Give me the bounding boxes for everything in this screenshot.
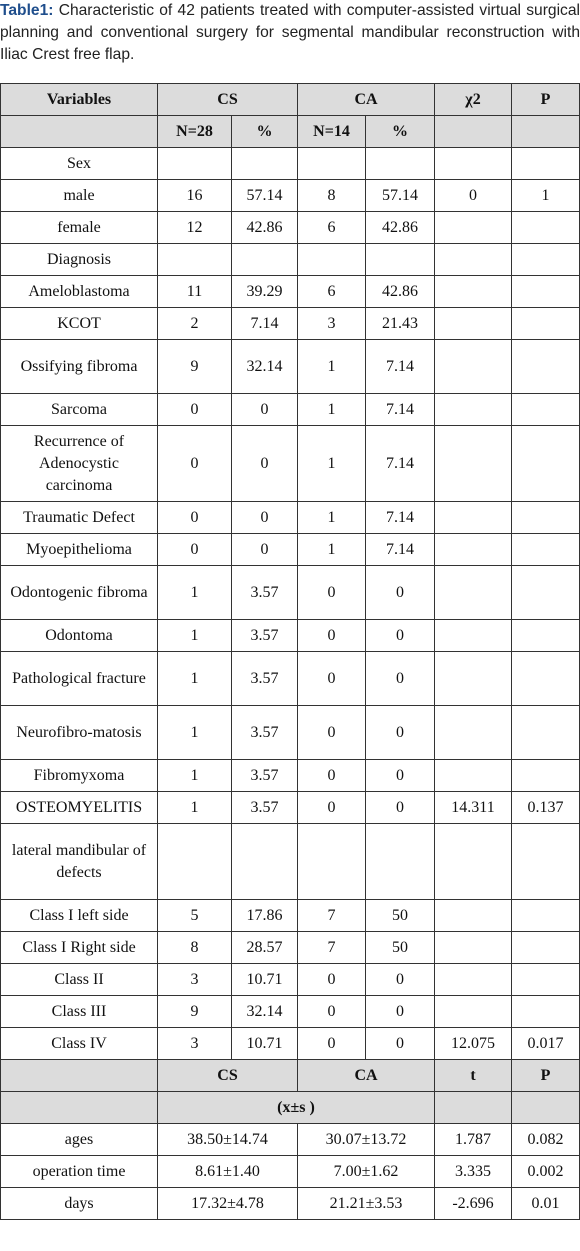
summary-cell-cs: 38.50±14.74	[158, 1124, 298, 1156]
cell-chi2: 12.075	[435, 1028, 512, 1060]
cell-ca-pct	[366, 244, 435, 276]
cell-label: Ossifying fibroma	[1, 340, 158, 394]
cell-chi2	[435, 534, 512, 566]
cell-chi2	[435, 932, 512, 964]
cell-ca-pct: 0	[366, 964, 435, 996]
cell-cs-n: 1	[158, 652, 232, 706]
cell-chi2: 0	[435, 180, 512, 212]
cell-ca-pct: 0	[366, 566, 435, 620]
cell-label: Class I Right side	[1, 932, 158, 964]
cell-chi2	[435, 340, 512, 394]
summary-cell-cs: 17.32±4.78	[158, 1188, 298, 1220]
cell-p	[512, 964, 580, 996]
cell-label: Neurofibro-matosis	[1, 706, 158, 760]
cell-p	[512, 534, 580, 566]
cell-ca-n: 0	[298, 566, 366, 620]
summary-cell-p: 0.002	[512, 1156, 580, 1188]
cell-ca-pct: 0	[366, 1028, 435, 1060]
cell-chi2	[435, 308, 512, 340]
cell-chi2: 14.311	[435, 792, 512, 824]
summary-header-empty	[1, 1060, 158, 1092]
cell-p	[512, 996, 580, 1028]
header-cs: CS	[158, 84, 298, 116]
cell-cs-n: 5	[158, 900, 232, 932]
table-row	[1, 340, 580, 394]
table-row	[1, 426, 580, 502]
cell-chi2	[435, 566, 512, 620]
cell-ca-n: 0	[298, 706, 366, 760]
cell-cs-pct: 0	[232, 394, 298, 426]
cell-cs-pct	[232, 148, 298, 180]
cell-chi2	[435, 652, 512, 706]
cell-cs-n: 3	[158, 1028, 232, 1060]
cell-ca-pct: 0	[366, 792, 435, 824]
subheader-pct-cs: %	[232, 116, 298, 148]
cell-cs-pct: 42.86	[232, 212, 298, 244]
summary-cell-label: days	[1, 1188, 158, 1220]
cell-cs-pct: 3.57	[232, 620, 298, 652]
cell-p	[512, 212, 580, 244]
caption-lead: Table1:	[0, 2, 54, 19]
cell-ca-n: 6	[298, 276, 366, 308]
cell-ca-n: 1	[298, 426, 366, 502]
summary-header-ca: CA	[298, 1060, 435, 1092]
table-row	[1, 148, 580, 180]
cell-label: Myoepithelioma	[1, 534, 158, 566]
cell-p: 0.017	[512, 1028, 580, 1060]
cell-p	[512, 566, 580, 620]
caption-text: Characteristic of 42 patients treated with computer-assisted virtual surgical planning and conventional surgery for segmental mandibular reconstruction with Iliac Crest free flap.	[0, 2, 580, 63]
cell-cs-pct: 28.57	[232, 932, 298, 964]
table-row	[1, 308, 580, 340]
table-caption	[0, 0, 580, 82]
subheader-n-ca: N=14	[298, 116, 366, 148]
cell-cs-pct: 3.57	[232, 566, 298, 620]
cell-chi2	[435, 996, 512, 1028]
cell-ca-n: 3	[298, 308, 366, 340]
cell-cs-pct: 10.71	[232, 964, 298, 996]
cell-ca-pct: 0	[366, 620, 435, 652]
cell-cs-pct: 0	[232, 426, 298, 502]
cell-p	[512, 244, 580, 276]
characteristics-table	[0, 83, 580, 1220]
summary-header-cs: CS	[158, 1060, 298, 1092]
cell-p	[512, 824, 580, 900]
cell-ca-pct: 21.43	[366, 308, 435, 340]
summary-row	[1, 1188, 580, 1220]
cell-ca-pct: 0	[366, 652, 435, 706]
cell-cs-n: 1	[158, 760, 232, 792]
cell-label: Sarcoma	[1, 394, 158, 426]
cell-cs-n: 1	[158, 792, 232, 824]
summary-cell-label: ages	[1, 1124, 158, 1156]
cell-ca-pct: 7.14	[366, 340, 435, 394]
summary-row	[1, 1156, 580, 1188]
cell-ca-n: 1	[298, 502, 366, 534]
summary-cell-p: 0.01	[512, 1188, 580, 1220]
cell-ca-n: 0	[298, 964, 366, 996]
cell-chi2	[435, 212, 512, 244]
summary-cell-t: -2.696	[435, 1188, 512, 1220]
summary-cell-p: 0.082	[512, 1124, 580, 1156]
cell-label: Sex	[1, 148, 158, 180]
cell-ca-pct: 57.14	[366, 180, 435, 212]
cell-cs-n: 2	[158, 308, 232, 340]
cell-cs-n: 9	[158, 996, 232, 1028]
summary-subheader-t-empty	[435, 1092, 512, 1124]
table-row	[1, 276, 580, 308]
cell-ca-n: 0	[298, 620, 366, 652]
summary-cell-ca: 21.21±3.53	[298, 1188, 435, 1220]
cell-chi2	[435, 760, 512, 792]
cell-ca-pct: 42.86	[366, 276, 435, 308]
cell-label: female	[1, 212, 158, 244]
header-chi2: χ2	[435, 84, 512, 116]
cell-cs-pct: 17.86	[232, 900, 298, 932]
cell-label: lateral mandibular of defects	[1, 824, 158, 900]
summary-subheader-p-empty	[512, 1092, 580, 1124]
header-ca: CA	[298, 84, 435, 116]
header-variables: Variables	[1, 84, 158, 116]
cell-cs-pct: 3.57	[232, 792, 298, 824]
summary-header-p: P	[512, 1060, 580, 1092]
cell-cs-pct	[232, 244, 298, 276]
cell-cs-pct: 0	[232, 534, 298, 566]
cell-ca-n	[298, 824, 366, 900]
cell-ca-n	[298, 244, 366, 276]
cell-cs-pct: 3.57	[232, 652, 298, 706]
cell-label: Diagnosis	[1, 244, 158, 276]
cell-chi2	[435, 502, 512, 534]
cell-ca-pct: 7.14	[366, 394, 435, 426]
cell-p	[512, 706, 580, 760]
summary-cell-cs: 8.61±1.40	[158, 1156, 298, 1188]
cell-label: KCOT	[1, 308, 158, 340]
cell-ca-n: 0	[298, 996, 366, 1028]
summary-header-row	[1, 1060, 580, 1092]
cell-chi2	[435, 900, 512, 932]
table-row	[1, 996, 580, 1028]
table-row	[1, 1028, 580, 1060]
cell-label: Odontogenic fibroma	[1, 566, 158, 620]
summary-subheader-empty	[1, 1092, 158, 1124]
cell-cs-n: 9	[158, 340, 232, 394]
cell-cs-n	[158, 824, 232, 900]
table-row	[1, 620, 580, 652]
cell-cs-pct: 7.14	[232, 308, 298, 340]
table-row	[1, 792, 580, 824]
cell-chi2	[435, 706, 512, 760]
subheader-empty	[1, 116, 158, 148]
cell-cs-n: 1	[158, 566, 232, 620]
summary-header-t: t	[435, 1060, 512, 1092]
cell-ca-n: 0	[298, 652, 366, 706]
cell-p	[512, 502, 580, 534]
cell-label: Class II	[1, 964, 158, 996]
cell-ca-n: 1	[298, 340, 366, 394]
summary-cell-ca: 7.00±1.62	[298, 1156, 435, 1188]
cell-cs-n: 0	[158, 502, 232, 534]
cell-cs-n: 0	[158, 426, 232, 502]
cell-p	[512, 340, 580, 394]
table-row	[1, 760, 580, 792]
cell-label: OSTEOMYELITIS	[1, 792, 158, 824]
cell-chi2	[435, 244, 512, 276]
cell-cs-pct: 32.14	[232, 340, 298, 394]
cell-cs-pct: 10.71	[232, 1028, 298, 1060]
summary-subheader-row	[1, 1092, 580, 1124]
table-row	[1, 534, 580, 566]
cell-cs-n: 0	[158, 534, 232, 566]
cell-p	[512, 276, 580, 308]
cell-chi2	[435, 824, 512, 900]
cell-cs-pct: 39.29	[232, 276, 298, 308]
cell-label: Pathological fracture	[1, 652, 158, 706]
summary-subheader-stat: (x±s )	[158, 1092, 435, 1124]
cell-ca-pct	[366, 148, 435, 180]
cell-cs-n: 1	[158, 706, 232, 760]
table-row	[1, 566, 580, 620]
cell-p	[512, 148, 580, 180]
cell-cs-pct: 57.14	[232, 180, 298, 212]
cell-ca-n: 0	[298, 792, 366, 824]
cell-cs-n: 3	[158, 964, 232, 996]
table-row	[1, 244, 580, 276]
cell-cs-n: 11	[158, 276, 232, 308]
summary-cell-label: operation time	[1, 1156, 158, 1188]
cell-chi2	[435, 426, 512, 502]
cell-label: Class III	[1, 996, 158, 1028]
cell-label: Fibromyxoma	[1, 760, 158, 792]
cell-ca-n: 7	[298, 932, 366, 964]
table-row	[1, 502, 580, 534]
cell-ca-n: 1	[298, 534, 366, 566]
cell-cs-n: 8	[158, 932, 232, 964]
summary-cell-ca: 30.07±13.72	[298, 1124, 435, 1156]
cell-label: Traumatic Defect	[1, 502, 158, 534]
cell-ca-n: 0	[298, 760, 366, 792]
cell-cs-pct	[232, 824, 298, 900]
cell-label: Odontoma	[1, 620, 158, 652]
cell-ca-n	[298, 148, 366, 180]
cell-ca-pct: 50	[366, 932, 435, 964]
summary-row	[1, 1124, 580, 1156]
cell-p	[512, 900, 580, 932]
subheader-p-empty	[512, 116, 580, 148]
table-row	[1, 212, 580, 244]
cell-p	[512, 652, 580, 706]
table-row	[1, 706, 580, 760]
cell-ca-pct: 50	[366, 900, 435, 932]
summary-cell-t: 3.335	[435, 1156, 512, 1188]
header-row	[1, 84, 580, 116]
cell-p	[512, 620, 580, 652]
cell-ca-pct: 0	[366, 706, 435, 760]
cell-p	[512, 308, 580, 340]
cell-cs-pct: 3.57	[232, 706, 298, 760]
header-p: P	[512, 84, 580, 116]
cell-ca-n: 1	[298, 394, 366, 426]
subheader-n-cs: N=28	[158, 116, 232, 148]
table-row	[1, 824, 580, 900]
cell-ca-pct	[366, 824, 435, 900]
cell-cs-n: 12	[158, 212, 232, 244]
cell-label: Ameloblastoma	[1, 276, 158, 308]
cell-chi2	[435, 276, 512, 308]
cell-label: Class I left side	[1, 900, 158, 932]
cell-chi2	[435, 394, 512, 426]
cell-p: 0.137	[512, 792, 580, 824]
table-row	[1, 932, 580, 964]
cell-p	[512, 426, 580, 502]
cell-p	[512, 760, 580, 792]
cell-ca-n: 7	[298, 900, 366, 932]
cell-cs-pct: 3.57	[232, 760, 298, 792]
cell-chi2	[435, 620, 512, 652]
cell-ca-n: 0	[298, 1028, 366, 1060]
table-row	[1, 180, 580, 212]
cell-p: 1	[512, 180, 580, 212]
cell-ca-pct: 7.14	[366, 534, 435, 566]
cell-ca-pct: 7.14	[366, 502, 435, 534]
table-row	[1, 964, 580, 996]
table-row	[1, 652, 580, 706]
subheader-row	[1, 116, 580, 148]
cell-cs-n: 0	[158, 394, 232, 426]
cell-cs-n	[158, 148, 232, 180]
cell-cs-n	[158, 244, 232, 276]
cell-chi2	[435, 148, 512, 180]
cell-label: Class IV	[1, 1028, 158, 1060]
cell-ca-n: 6	[298, 212, 366, 244]
cell-cs-n: 1	[158, 620, 232, 652]
cell-cs-pct: 0	[232, 502, 298, 534]
cell-label: Recurrence of Adenocystic carcinoma	[1, 426, 158, 502]
table-row	[1, 394, 580, 426]
cell-ca-pct: 42.86	[366, 212, 435, 244]
cell-p	[512, 932, 580, 964]
cell-ca-pct: 7.14	[366, 426, 435, 502]
cell-chi2	[435, 964, 512, 996]
subheader-chi2-empty	[435, 116, 512, 148]
cell-ca-pct: 0	[366, 996, 435, 1028]
table-row	[1, 900, 580, 932]
cell-ca-n: 8	[298, 180, 366, 212]
cell-cs-n: 16	[158, 180, 232, 212]
subheader-pct-ca: %	[366, 116, 435, 148]
summary-cell-t: 1.787	[435, 1124, 512, 1156]
cell-cs-pct: 32.14	[232, 996, 298, 1028]
cell-p	[512, 394, 580, 426]
cell-ca-pct: 0	[366, 760, 435, 792]
cell-label: male	[1, 180, 158, 212]
